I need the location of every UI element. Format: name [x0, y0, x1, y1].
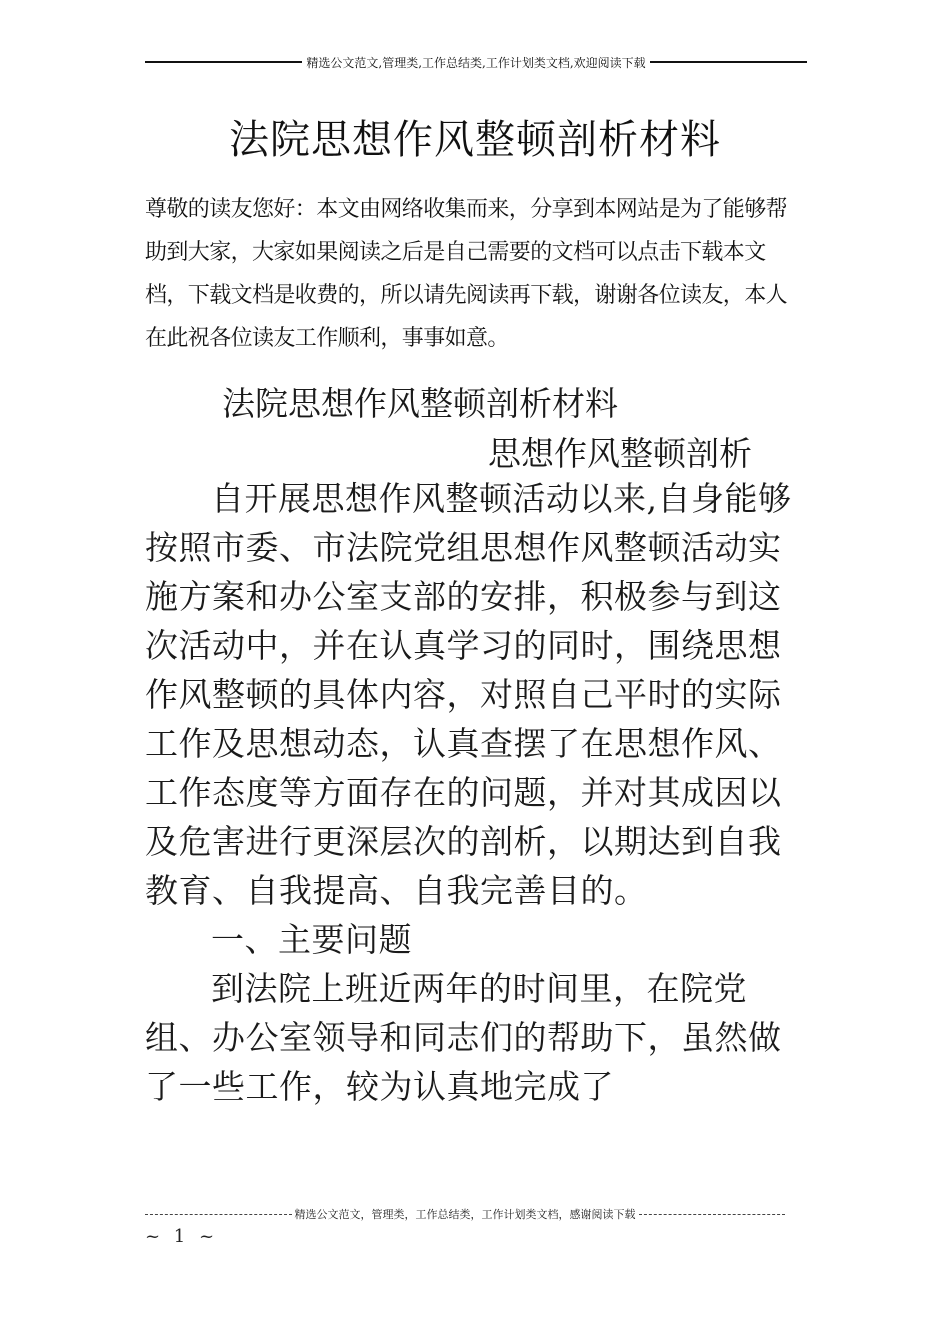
footer-rule-right	[639, 1214, 786, 1215]
page-footer	[145, 1206, 785, 1222]
section-heading: 思想作风整顿剖析	[488, 434, 752, 473]
header-text: 精选公文范文,管理类,工作总结类,工作计划类文档,欢迎阅读下载	[306, 55, 646, 70]
body-paragraph-heading: 一、主要问题	[211, 920, 412, 959]
body-paragraph: 自开展思想作风整顿活动以来,自身能够按照市委、市法院党组思想作风整顿活动实施方案和办公室支部的安排，积极参与到这次活动中，并在认真学习的同时，围绕思想作风整顿的具体内容，对照自己平时的实际工作及思想动态，认真查摆了在思想作风、工作态度等方面存在的问题，并对其成因以及危害进行更深层次的剖析，以期达到自我教育、自我提高、自我完善目的。	[145, 479, 792, 910]
page-number: ~ 1 ~	[145, 1226, 219, 1247]
footer-text: 精选公文范文，管理类，工作总结类，工作计划类文档，感谢阅读下载	[294, 1208, 636, 1221]
page-header	[145, 52, 807, 72]
header-rule-left	[145, 61, 302, 63]
document-title: 法院思想作风整顿剖析材料	[229, 117, 721, 163]
footer-rule-left	[145, 1214, 292, 1215]
body-text	[145, 474, 809, 1111]
greeting-paragraph: 尊敬的读友您好：本文由网络收集而来，分享到本网站是为了能够帮助到大家，大家如果阅读之后是自己需要的文档可以点击下载本文档，下载文档是收费的，所以请先阅读再下载，谢谢各位读友，本人在此祝各位读友工作顺利，事事如意。	[145, 197, 788, 351]
document-subtitle: 法院思想作风整顿剖析材料	[222, 384, 618, 423]
header-rule-right	[650, 61, 807, 63]
body-paragraph: 到法院上班近两年的时间里，在院党组、办公室领导和同志们的帮助下，虽然做了一些工作，较为认真地完成了	[145, 969, 782, 1106]
